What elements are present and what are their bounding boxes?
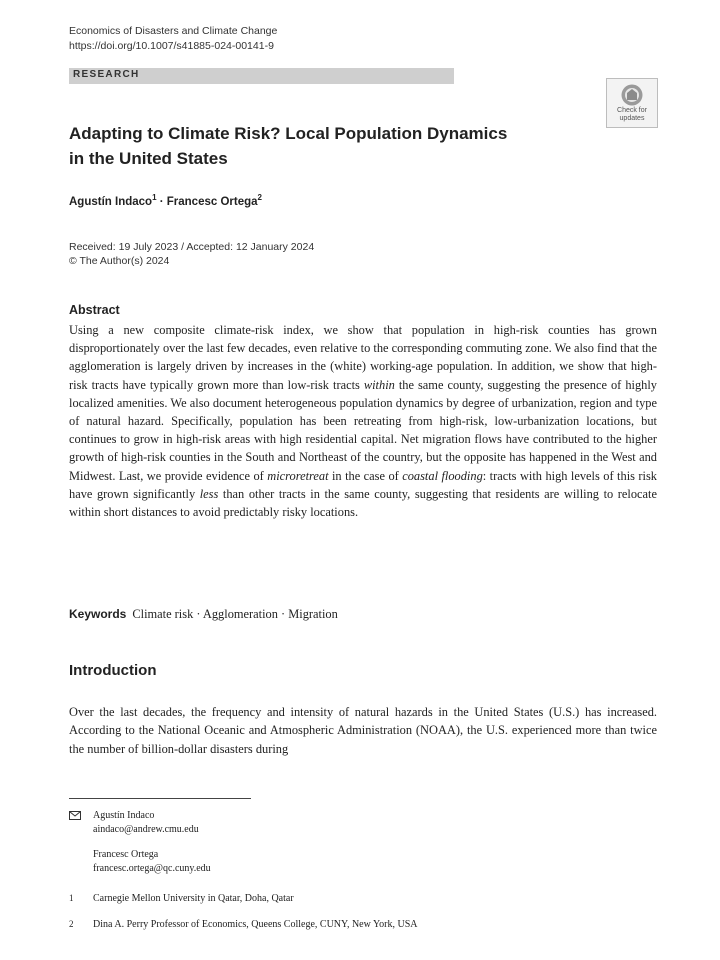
- abstract-emphasis: microretreat: [267, 468, 329, 483]
- envelope-icon: [69, 811, 81, 820]
- keywords-line: [69, 607, 338, 622]
- contact-email[interactable]: aindaco@andrew.cmu.edu: [93, 824, 199, 835]
- affiliation-note: [69, 893, 294, 904]
- check-for-updates-badge[interactable]: [606, 78, 658, 128]
- journal-header: [69, 24, 277, 54]
- section-label-bar: [69, 68, 454, 84]
- contact-email[interactable]: francesc.ortega@qc.cuny.edu: [93, 863, 211, 874]
- author-affiliation-mark: 2: [257, 193, 262, 202]
- abstract-text-part: : tracts with high levels of this risk have grown significantly: [69, 468, 657, 501]
- author-name[interactable]: Agustín Indaco: [69, 195, 153, 208]
- affiliation-note: [69, 919, 418, 930]
- abstract-text: [69, 321, 657, 521]
- introduction-text: Over the last decades, the frequency and intensity of natural hazards in the United States (U.S.) has increased. According to the National Oceanic and Atmospheric Administration (NOAA), the U.S. experienced more than twice the number of billion-dollar disasters during: [69, 705, 657, 756]
- abstract-emphasis: coastal flooding: [402, 468, 483, 483]
- contact-name: Francesc Ortega: [93, 849, 159, 860]
- author-affiliation-mark: 1: [152, 193, 157, 202]
- author-separator: ·: [156, 195, 167, 208]
- check-for-updates-icon: [620, 83, 644, 107]
- keywords-list: Climate risk · Agglomeration · Migration: [132, 607, 338, 621]
- badge-line2: updates: [619, 115, 645, 122]
- doi-link[interactable]: https://doi.org/10.1007/s41885-024-00141-9: [69, 40, 274, 52]
- abstract-text-part: the same county, suggesting the presence of highly localized amenities. We also document heterogeneous population dynamics by degree of urbanization, region and type of natural hazard. Specifically, population has been retreating from high-risk, low-urbanization locations, but continues to grow in high-risk areas with high residential capital. Net migration flows have contributed to the higher growth of high-risk counties in the South and Northeast of the country, but the opposite has happened in the West and Midwest. Last, we provide evidence of: [69, 377, 657, 483]
- section-label: RESEARCH: [73, 69, 140, 80]
- publication-dates: [69, 240, 314, 268]
- keywords-label: Keywords: [69, 607, 127, 621]
- received-accepted-dates: Received: 19 July 2023 / Accepted: 12 January 2024: [69, 241, 315, 253]
- affiliation-text: Dina A. Perry Professor of Economics, Queens College, CUNY, New York, USA: [93, 919, 418, 930]
- journal-name: Economics of Disasters and Climate Change: [69, 25, 278, 37]
- affiliation-text: Carnegie Mellon University in Qatar, Doha, Qatar: [93, 893, 294, 904]
- author-name[interactable]: Francesc Ortega: [166, 195, 258, 208]
- introduction-heading: Introduction: [69, 662, 157, 679]
- abstract-text-part: than other tracts in the same county, suggesting that residents are willing to relocate within short distances to avoid predictably risky locations.: [69, 486, 657, 520]
- abstract-heading: Abstract: [69, 303, 120, 317]
- affiliation-number: 2: [69, 919, 74, 929]
- title-line-1: Adapting to Climate Risk? Local Population Dynamics: [69, 124, 508, 143]
- badge-line1: Check for: [617, 107, 647, 114]
- copyright-line: © The Author(s) 2024: [69, 255, 170, 267]
- abstract-text-part: Using a new composite climate-risk index, we show that population in high-risk counties has grown disproportionately over the last few decades, even relative to the corresponding commuting zone. We also find that the agglomeration is largely driven by increases in the (white) working-age population. In addition, we show that high-risk tracts have typically grown more than low-risk tracts: [69, 323, 657, 392]
- contact-name: Agustín Indaco: [93, 810, 155, 821]
- title-line-2: in the United States: [69, 149, 228, 168]
- footnote-divider: [69, 798, 251, 799]
- abstract-emphasis: less: [199, 486, 219, 501]
- affiliation-number: 1: [69, 893, 74, 903]
- author-list: [69, 193, 262, 208]
- paper-title: [69, 121, 589, 171]
- abstract-emphasis: within: [363, 377, 395, 392]
- abstract-text-part: in the case of: [328, 468, 403, 483]
